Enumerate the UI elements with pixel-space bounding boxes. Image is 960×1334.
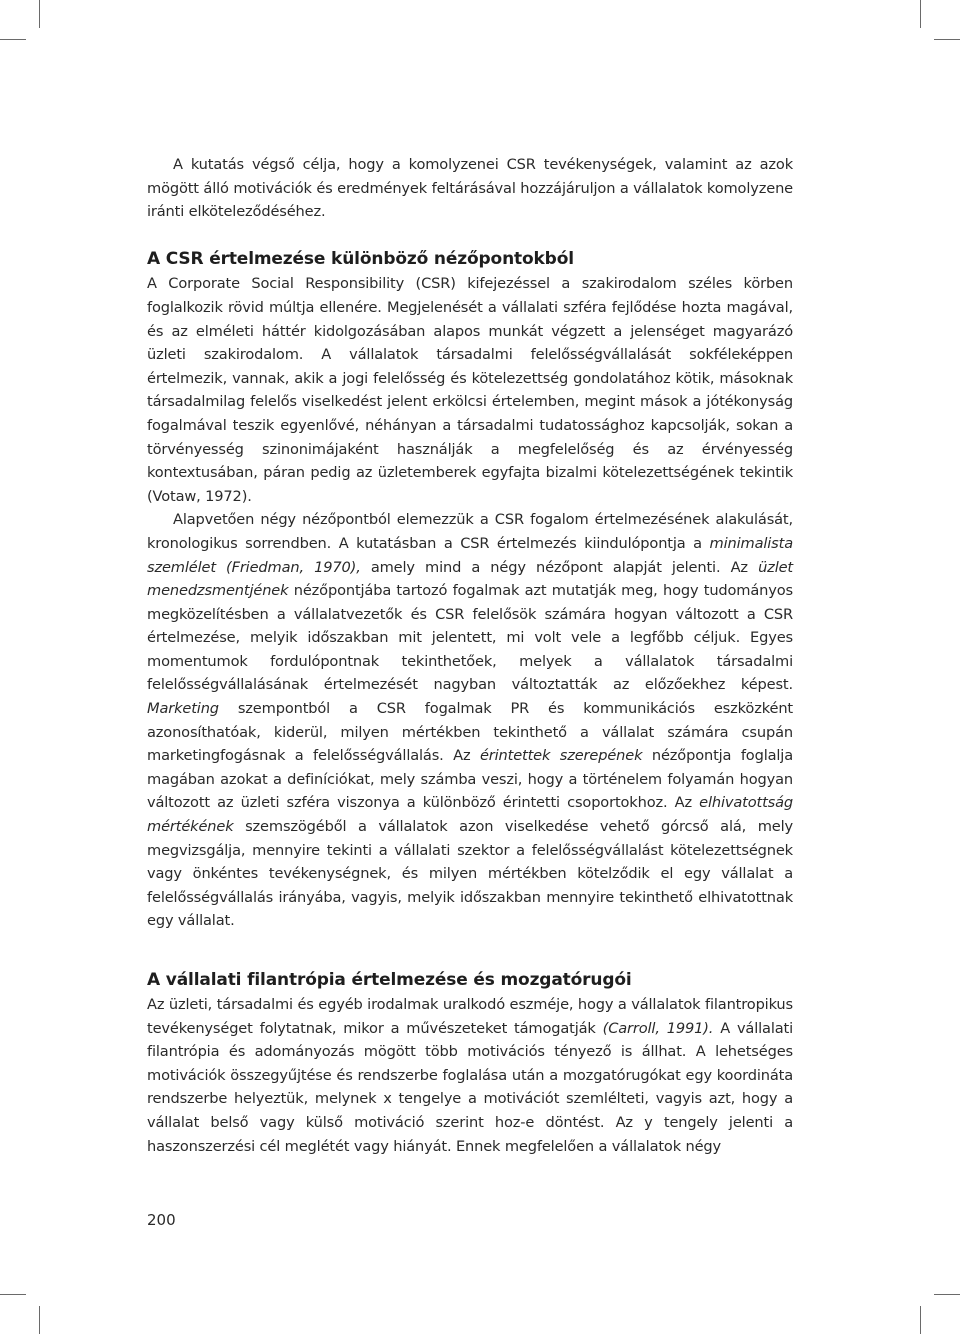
crop-mark-bottom-left-h [0,1294,26,1295]
section1-paragraph-1-body: Megjelenését a vállalati szféra fejlődése hozta magával, és az elméleti háttér kidolgozásában alapos munkát végzett a jelenséget magyarázó üzleti szakirodalom. A vállalatok társadalmi felelősségvállalását sokféleképpen értelmezik, vannak, akik a jogi felelősség és kötelezettség gondolatához kötik, másoknak társadalmilag felelős viselkedést jelent erkölcsi értelemben, megint mások a jótékonyság fogalmával teszik egyenlővé, néhányan a társadalmi tudatossághoz kapcsolják, sokan a törvényesség szinonimájaként használják a megfelelőség és az érvényesség kontextusában, páran pedig az üzletemberek egyfajta bizalmi kötelezettségének tekintik (Votaw, 1972). [147,298,793,505]
crop-mark-bottom-right [920,1306,921,1334]
section-heading-philanthropy: A vállalati filantrópia értelmezése és mozgatórugói [147,970,632,990]
text-run: Az üzleti, társadalmi és egyéb irodalmak uralkodó eszméje, hogy a vállalatok filantropikus tevékenységet folytatnak, mikor a művészeteket támogatják [147,996,793,1037]
section1-paragraph-1-lead: A Corporate Social Responsibility (CSR) kifejezéssel a szakirodalom széles körben foglalkozik rövid múltja ellenére. [147,275,793,316]
crop-mark-top-left [39,0,40,28]
text-run: Alapvetően négy nézőpontból elemezzük a CSR fogalom értelmezésének alakulását, kronologikus sorrendben. A kutatásban a CSR értelmezés kiindulópontja a [147,511,793,552]
text-run: szemszögéből a vállalatok azon viselkedése vehető górcső alá, mely megvizsgálja, mennyire tekinti a vállalati szektor a felelősségvállalást kötelezettségnek vagy önkéntes tevékenységnek, és milyen mértékben kötelződik el egy vállalat a felelősségvállalás irányába, vagyis, melyik időszakban mennyire tekinthető elhivatottnak egy vállalat. [147,818,793,930]
crop-mark-top-left-h [0,39,26,40]
text-run: nézőpontja foglalja magában azokat a definíciókat, mely számba veszi, hogy a történelem folyamán hogyan változott az üzleti szféra viszonya a különböző érintetti csoportokhoz. Az [147,747,793,812]
italic-term: üzlet menedzsmentjének [147,558,793,600]
italic-citation: (Carroll, 1991). [602,1019,714,1037]
text-run: amely mind a négy nézőpont alapját jelenti. Az [360,558,759,576]
text-run: szempontból a CSR fogalmak PR és kommunikációs eszközként azonosíthatóak, kiderül, milyen mértékben tekinthető a vállalat számára csupán marketingfogásnak a felelősségvállalás. Az [147,700,793,765]
section1-paragraph-1 [147,272,793,508]
text-run: nézőpontjába tartozó fogalmak azt mutatják meg, hogy tudományos megközelítésben a vállalatvezetők és CSR felelősök számára hogyan változott a CSR értelmezése, melyik időszakban mit jelentett, mi volt vele a legfőbb céljuk. Egyes momentumok fordulópontnak tekinthetőek, melyek a vállalatok társadalmi felelősségvállalásának értelmezését nagyban változtatták az előzőekhez képest. [147,582,793,694]
italic-term: Marketing [147,700,219,718]
crop-mark-bottom-right-h [934,1294,960,1295]
italic-term: minimalista szemlélet (Friedman, 1970), [147,534,793,576]
text-run: A vállalati filantrópia és adományozás mögött több motivációs tényező is állhat. A lehetséges motivációk összegyűjtése és rendszerbe foglalása után a mozgatórugókat egy koordináta rendszerbe helyeztük, melynek x tengelye a motivációt szemlélteti, vagyis azt, hogy a vállalat belső vagy külső motiváció szerint hoz-e döntést. Az y tengely jelenti a haszonszerzési cél meglétét vagy hiányát. Ennek megfelelően a vállalatok négy [147,1019,794,1155]
crop-mark-top-right [920,0,921,28]
italic-term: elhivatottság mértékének [147,794,793,836]
crop-mark-bottom-left [39,1306,40,1334]
crop-mark-top-right-h [934,39,960,40]
page-number: 200 [147,1211,176,1229]
section2-paragraph-1 [147,993,793,1158]
section1-paragraph-2 [147,508,793,933]
intro-paragraph: A kutatás végső célja, hogy a komolyzenei CSR tevékenységek, valamint az azok mögött álló motivációk és eredmények feltárásával hozzájáruljon a vállalatok komolyzene iránti elköteleződéséhez. [147,156,793,221]
italic-term: érintettek szerepének [479,747,643,765]
section-heading-csr: A CSR értelmezése különböző nézőpontokból [147,249,574,270]
page-body [147,153,793,1158]
